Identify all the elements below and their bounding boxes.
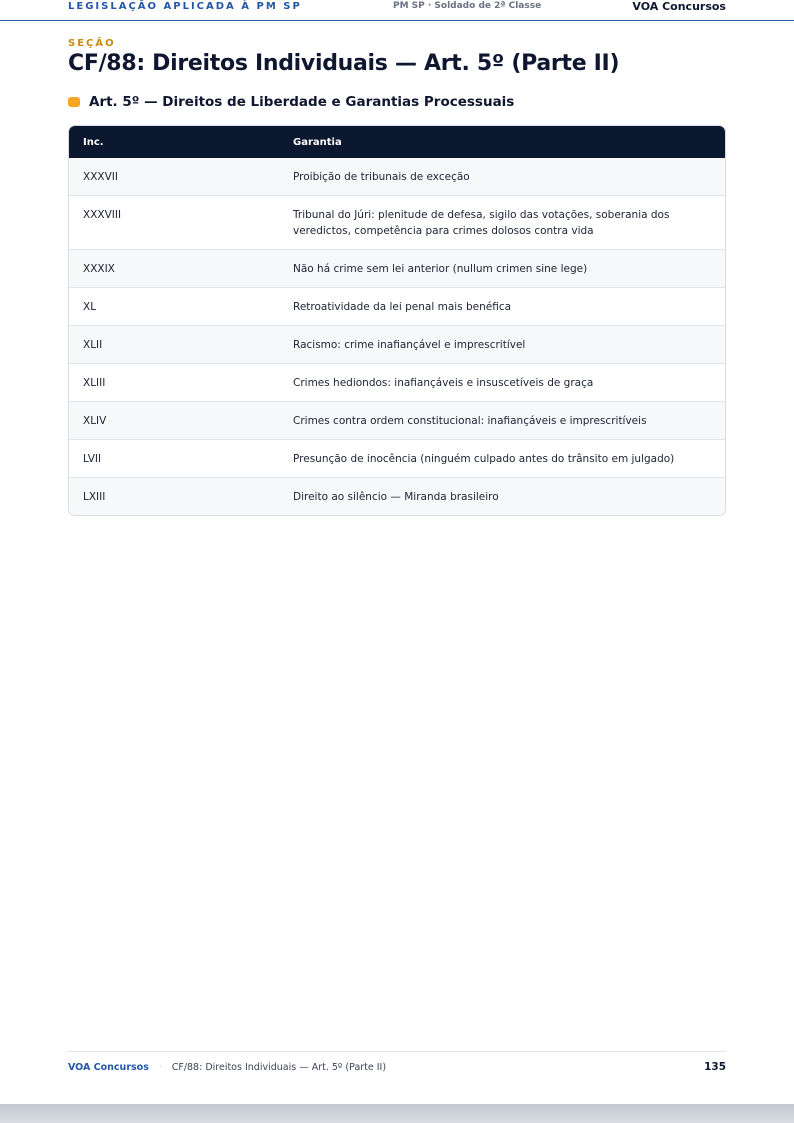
subheading-marker-icon <box>68 97 80 107</box>
table-row <box>69 250 725 288</box>
subheading-text: Art. 5º — Direitos de Liberdade e Garantias Processuais <box>89 94 515 110</box>
footer-divider <box>68 1051 726 1052</box>
cell-inc: XXXVII <box>69 158 279 196</box>
header-book-title: LEGISLAÇÃO APLICADA À PM SP <box>68 0 302 12</box>
cell-garantia: Proibição de tribunais de exceção <box>279 158 725 196</box>
footer-separator: · <box>158 1062 162 1072</box>
page-footer <box>68 1060 726 1074</box>
column-header-garantia: Garantia <box>279 126 725 158</box>
cell-inc: XXXVIII <box>69 196 279 250</box>
cell-inc: XLIII <box>69 364 279 402</box>
header-publisher: VOA Concursos <box>632 0 726 13</box>
footer-chapter-title: CF/88: Direitos Individuais — Art. 5º (Parte II) <box>171 1061 387 1073</box>
table-row <box>69 326 725 364</box>
table-row <box>69 402 725 440</box>
cell-garantia: Presunção de inocência (ninguém culpado antes do trânsito em julgado) <box>279 440 725 478</box>
cell-garantia: Crimes hediondos: inafiançáveis e insuscetíveis de graça <box>279 364 725 402</box>
guarantees-table <box>68 125 726 516</box>
cell-garantia: Direito ao silêncio — Miranda brasileiro <box>279 478 725 516</box>
cell-inc: XLIV <box>69 402 279 440</box>
page-title: CF/88: Direitos Individuais — Art. 5º (Parte II) <box>68 51 620 76</box>
page-bottom-shadow <box>0 1104 794 1123</box>
cell-inc: LXIII <box>69 478 279 516</box>
cell-inc: XXXIX <box>69 250 279 288</box>
cell-garantia: Tribunal do Júri: plenitude de defesa, sigilo das votações, soberania dos veredictos, competência para crimes dolosos contra vida <box>279 196 725 250</box>
table-row <box>69 196 725 250</box>
cell-inc: LVII <box>69 440 279 478</box>
column-header-inc: Inc. <box>69 126 279 158</box>
table-row <box>69 440 725 478</box>
table-row <box>69 478 725 516</box>
cell-garantia: Crimes contra ordem constitucional: inafiançáveis e imprescritíveis <box>279 402 725 440</box>
cell-garantia: Retroatividade da lei penal mais benéfica <box>279 288 725 326</box>
cell-inc: XL <box>69 288 279 326</box>
header-divider <box>0 20 794 21</box>
running-header <box>68 0 726 18</box>
table-row <box>69 364 725 402</box>
footer-brand: VOA Concursos <box>68 1061 149 1073</box>
header-exam-name: PM SP · Soldado de 2ª Classe <box>392 1 542 11</box>
cell-garantia: Não há crime sem lei anterior (nullum crimen sine lege) <box>279 250 725 288</box>
table-row <box>69 158 725 196</box>
subheading <box>68 94 514 110</box>
cell-inc: XLII <box>69 326 279 364</box>
page-number: 135 <box>704 1061 726 1073</box>
table-row <box>69 288 725 326</box>
section-kicker: SEÇÃO <box>68 38 116 49</box>
cell-garantia: Racismo: crime inafiançável e imprescritível <box>279 326 725 364</box>
table-header-row <box>69 126 725 158</box>
